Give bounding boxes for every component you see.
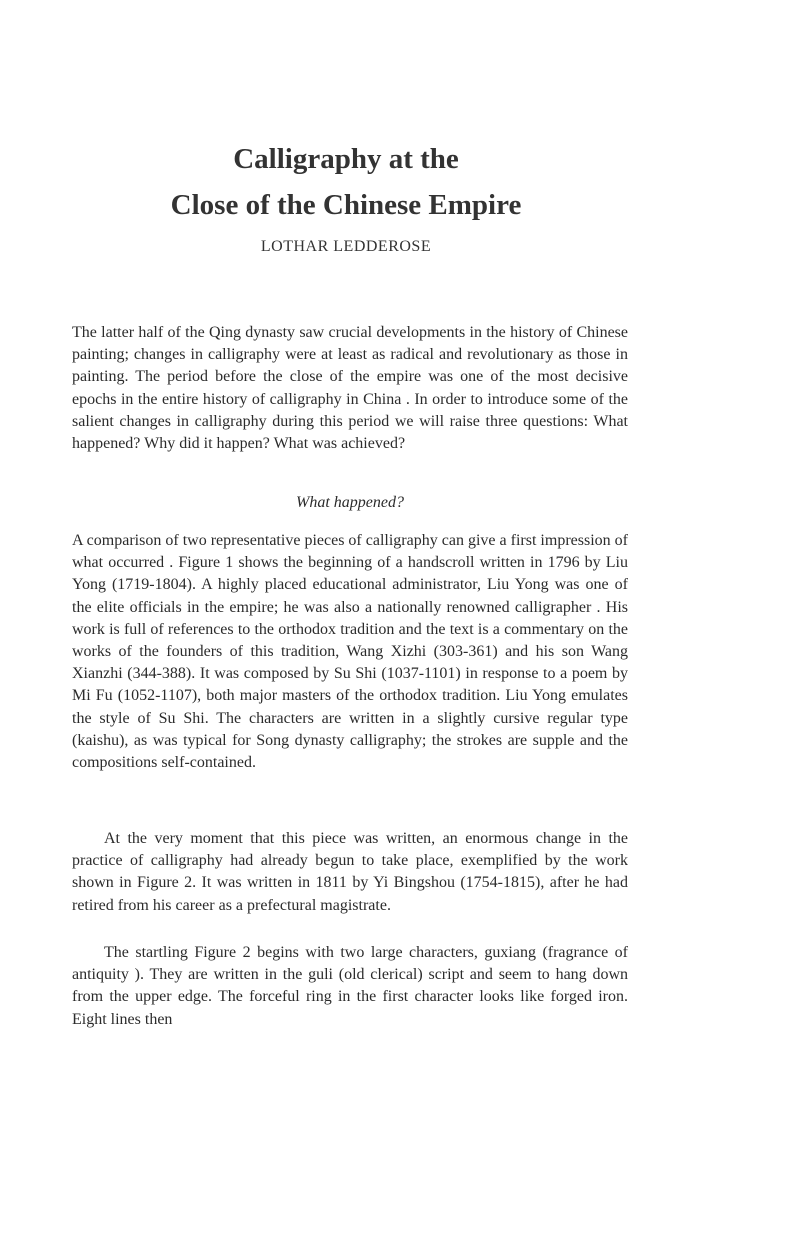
body-paragraph-2: At the very moment that this piece was written, an enormous change in the practice of calligraphy had already begun to take place, exemplified by the work shown in Figure 2. It was written in 1811 by Yi Bingshou (1754-1815), after he had retired from his career as a prefectural magistrate. <box>72 830 628 914</box>
title-line-2: Close of the Chinese Empire <box>170 189 522 221</box>
body-paragraph-1: A comparison of two representative pieces of calligraphy can give a first impression of what occurred . Figure 1 shows the beginning of a handscroll written in 1796 by Liu Yong (1719-1804). A highly placed educational administrator, Liu Yong was one of the elite officials in the empire; he was also a nationally renowned calligrapher . His work is full of references to the orthodox tradition and the text is a commentary on the works of the founders of this tradition, Wang Xizhi (303-361) and his son Wang Xianzhi (344-388). It was composed by Su Shi (1037-1101) in response to a poem by Mi Fu (1052-1107), both major masters of the orthodox tradition. Liu Yong emulates the style of Su Shi. The characters are written in a slightly cursive regular type (kaishu), as was typical for Song dynasty calligraphy; the strokes are supple and the compositions self-contained. <box>72 532 628 772</box>
title-line-1: Calligraphy at the <box>233 143 459 175</box>
intro-paragraph: The latter half of the Qing dynasty saw crucial developments in the history of Chinese painting; changes in calligraphy were at least as radical and revolutionary as those in painting. The period before the close of the empire was one of the most decisive epochs in the entire history of calligraphy in China . In order to introduce some of the salient changes in calligraphy during this period we will raise three questions: What happened? Why did it happen? What was achieved? <box>72 324 628 453</box>
section-heading: What happened? <box>296 494 404 511</box>
article-title <box>0 136 692 228</box>
author-name: LOTHAR LEDDEROSE <box>260 238 432 255</box>
body-paragraph-3: The startling Figure 2 begins with two large characters, guxiang (fragrance of antiquity ). They are written in the guli (old clerical) script and seem to hang down from the upper edge. The forceful ring in the first character looks like forged iron. Eight lines then <box>72 944 628 1028</box>
